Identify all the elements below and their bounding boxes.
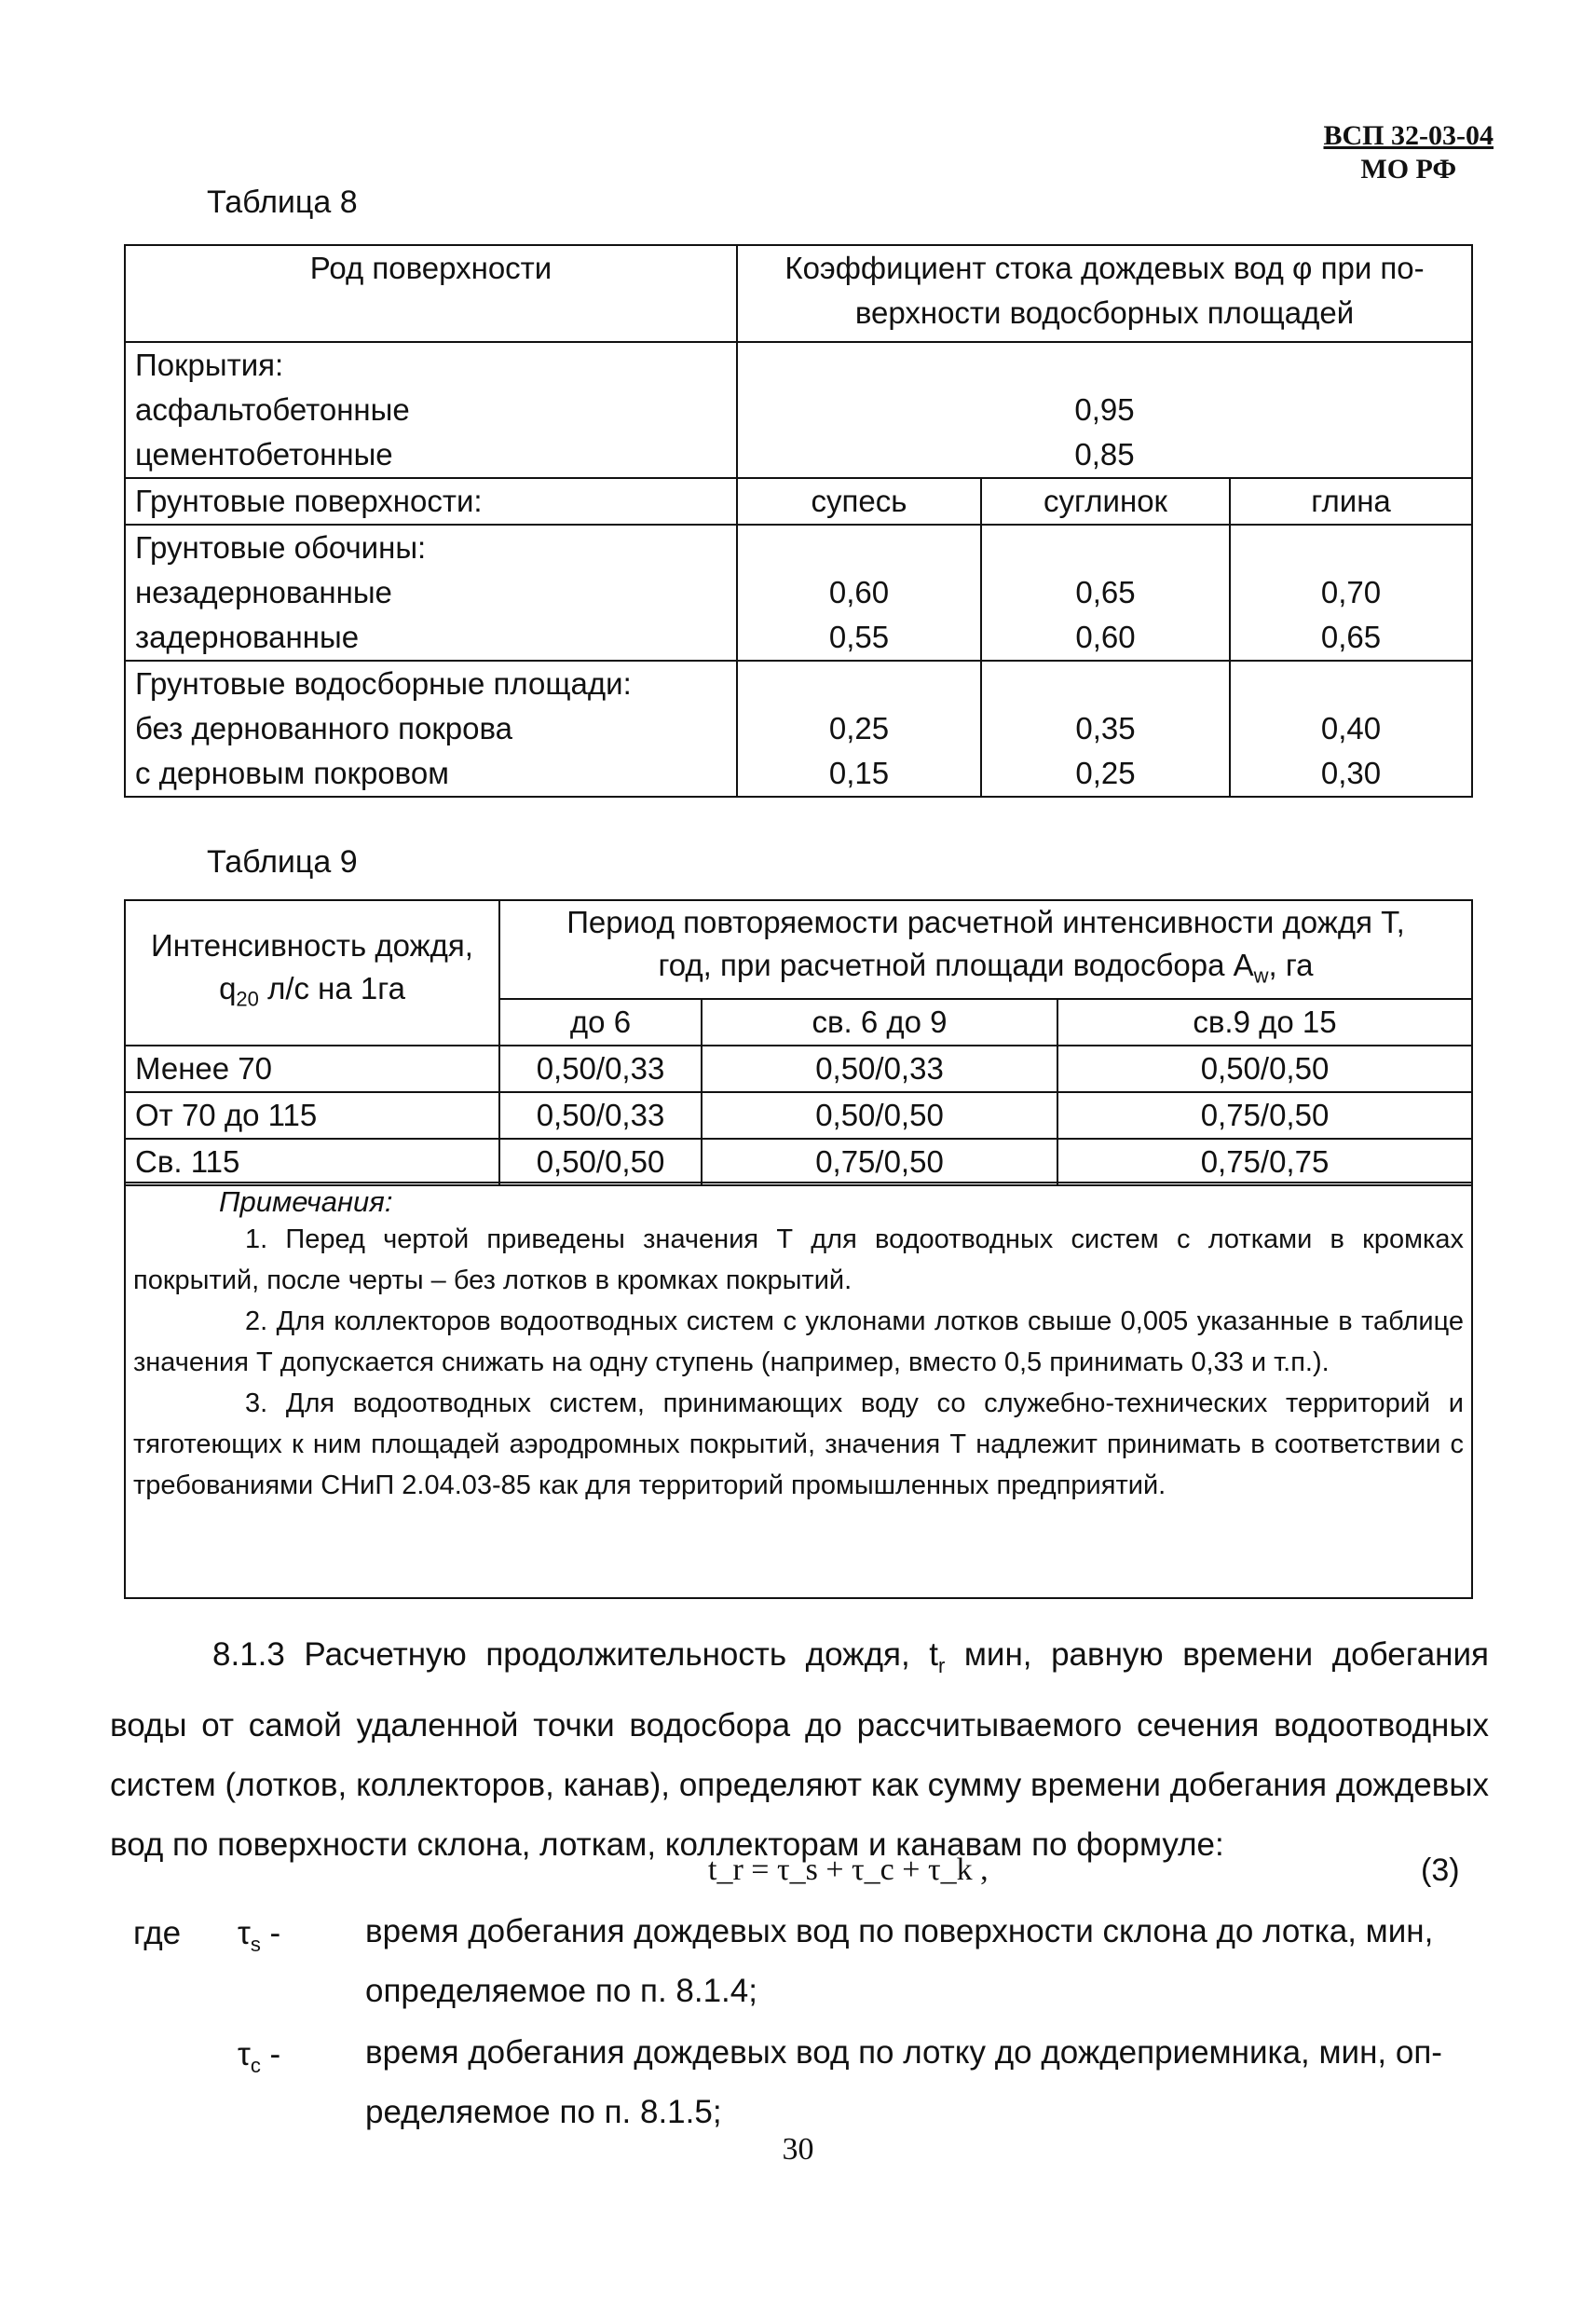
table-8 (124, 244, 1473, 798)
q-unit: л/с на 1га (258, 971, 405, 1005)
table-row (125, 1046, 1472, 1092)
table9-cell: 0,50/0,50 (499, 1139, 702, 1185)
tau-s-subscript: s (250, 1933, 261, 1956)
tau-s-definition (365, 1915, 1483, 2021)
tau-symbol: τ (238, 1915, 251, 1951)
table8-shoulders-r2: задернованные (135, 620, 360, 654)
dash: - (260, 1915, 281, 1951)
table8-head-surface: Род поверхности (125, 245, 737, 342)
table8-col-loam: суглинок (981, 478, 1230, 525)
tau-s-definition-line1: время добегания дождевых вод по поверхности склона до лотка, мин, (365, 1913, 1434, 1949)
table9-head-period-line1: Период повторяемости расчетной интенсивности дождя Т, (566, 905, 1405, 939)
table-row (125, 1139, 1472, 1185)
table9-cell: 0,75/0,75 (1057, 1139, 1472, 1185)
table8-coatings-cement: цементобетонные (135, 437, 393, 472)
table8-row-coatings (125, 342, 1472, 478)
symbol-tau-s (238, 1915, 280, 1957)
notes-title: Примечания: (219, 1185, 393, 1218)
table8-coatings-values (737, 342, 1472, 478)
table8-catch-col1 (737, 661, 981, 797)
table9-col-6to9: св. 6 до 9 (702, 999, 1057, 1046)
table8-cell: 0,70 (1320, 575, 1382, 609)
table8-header-row (125, 245, 1472, 342)
table9-header-row (125, 900, 1472, 999)
table8-catch-col3 (1230, 661, 1472, 797)
table8-cell: 0,35 (1075, 711, 1136, 745)
table8-head-coef-line2: верхности водосборных площадей (854, 295, 1355, 330)
table8-ground-title: Грунтовые поверхности: (125, 478, 737, 525)
doc-code-org: МО РФ (1360, 154, 1457, 185)
table9-col-upto6: до 6 (499, 999, 702, 1046)
table8-cell: 0,25 (1075, 756, 1136, 790)
table8-head-coef (737, 245, 1472, 342)
table9-cell: 0,75/0,50 (1057, 1092, 1472, 1139)
table8-caption: Таблица 8 (207, 185, 358, 220)
table9-head-intensity-line1: Интенсивность дождя, (151, 928, 473, 963)
tau-c-definition-line1: время добегания дождевых вод по лотку до дождеприемника, мин, оп- (365, 2034, 1442, 2071)
table8-catch-labels (125, 661, 737, 797)
table8-coatings-cement-value: 0,85 (1074, 437, 1135, 472)
table8-col-sandy-loam: супесь (737, 478, 981, 525)
where-label: где (133, 1915, 182, 1951)
table9-row-label: Св. 115 (125, 1139, 499, 1185)
table9-cell: 0,50/0,33 (702, 1046, 1057, 1092)
table8-catch-title: Грунтовые водосборные площади: (135, 666, 632, 701)
note-1: 1. Перед чертой приведены значения Т для водоотводных систем с лотками в кромках покрытий, после черты – без лотков в кромках покрытий. (133, 1224, 1464, 1295)
table8-row-ground (125, 478, 1472, 525)
table8-catch-r2: с дерновым покровом (135, 756, 449, 790)
table8-shoulders-title: Грунтовые обочины: (135, 530, 427, 565)
tau-s-definition-line2: определяемое по п. 8.1.4; (365, 1973, 757, 2009)
table8-shoulders-r1: незадернованные (135, 575, 392, 609)
table8-cell: 0,60 (1075, 620, 1136, 654)
table8-shoulders-col3 (1230, 525, 1472, 661)
table9-cell: 0,50/0,50 (1057, 1046, 1472, 1092)
table8-head-coef-line1: Коэффициент стока дождевых вод φ при по- (784, 251, 1425, 285)
table9-cell: 0,75/0,50 (702, 1139, 1057, 1185)
table9-cell: 0,50/0,33 (499, 1092, 702, 1139)
area-subscript: w (1253, 964, 1269, 988)
table8-catch-col2 (981, 661, 1230, 797)
table9-cell: 0,50/0,33 (499, 1046, 702, 1092)
table8-cell: 0,40 (1320, 711, 1382, 745)
symbol-tau-c (238, 2036, 280, 2078)
table8-cell: 0,25 (828, 711, 890, 745)
q-symbol: q (219, 971, 237, 1005)
table8-cell: 0,60 (828, 575, 890, 609)
tau-c-subscript: c (250, 2054, 261, 2077)
paragraph-8-1-3 (110, 1625, 1489, 1875)
table8-catch-r1: без дернованного покрова (135, 711, 513, 745)
table8-shoulders-col1 (737, 525, 981, 661)
table8-cell: 0,65 (1075, 575, 1136, 609)
tau-c-definition (365, 2036, 1483, 2142)
table8-coatings-labels (125, 342, 737, 478)
table9-head-intensity-line2 (135, 967, 489, 1021)
formula-3: t_r = τ_s + τ_c + τ_k , (708, 1853, 989, 1887)
para-text-end: мин, равную времени добегания воды от самой удаленной точки водосбора до рассчитываемого сечения водоотводных систем (лотков, коллекторов, канав), определяют как сумму времени добегания дождевых вод по поверхности склона, лоткам, коллекторам и канавам по формуле: (110, 1636, 1489, 1863)
page-number: 30 (782, 2132, 814, 2167)
table9-head-period-line2 (510, 944, 1462, 998)
table9-notes (124, 1182, 1473, 1599)
table8-shoulders-labels (125, 525, 737, 661)
table8-col-clay: глина (1230, 478, 1472, 525)
table8-row-catchment (125, 661, 1472, 797)
table8-coatings-title: Покрытия: (135, 348, 284, 382)
tau-symbol: τ (238, 2036, 251, 2072)
note-2: 2. Для коллекторов водоотводных систем с уклонами лотков свыше 0,005 указанные в таблице значения Т допускается снижать на одну ступень (например, вместо 0,5 принимать 0,33 и т.п.). (133, 1306, 1464, 1377)
table8-row-shoulders (125, 525, 1472, 661)
table-row (125, 1092, 1472, 1139)
area-unit: , га (1268, 948, 1314, 982)
table9-head-period (499, 900, 1472, 999)
table8-cell: 0,15 (828, 756, 890, 790)
table9-row-label: Менее 70 (125, 1046, 499, 1092)
table8-shoulders-col2 (981, 525, 1230, 661)
document-code (1324, 119, 1494, 186)
table9-head-intensity (125, 900, 499, 1046)
formula-number: (3) (1421, 1853, 1460, 1888)
doc-code-number: ВСП 32-03-04 (1323, 120, 1494, 151)
tau-c-definition-line2: ределяемое по п. 8.1.5; (365, 2094, 722, 2130)
table8-cell: 0,55 (828, 620, 890, 654)
table9-caption: Таблица 9 (207, 844, 358, 880)
para-subscript: r (937, 1654, 946, 1677)
para-text-start: 8.1.3 Расчетную продолжительность дождя, t (212, 1636, 938, 1673)
table9-cell: 0,50/0,50 (702, 1092, 1057, 1139)
table9-col-9to15: св.9 до 15 (1057, 999, 1472, 1046)
table-9 (124, 899, 1473, 1186)
note-3: 3. Для водоотводных систем, принимающих воду со служебно-технических территорий и тяготеющих к ним площадей аэродромных покрытий, значения Т надлежит принимать в соответствии с требованиями СНиП 2.04.03-85 как для территорий промышленных предприятий. (133, 1388, 1464, 1500)
table8-cell: 0,30 (1320, 756, 1382, 790)
period-text: год, при расчетной площади водосбора А (658, 948, 1254, 982)
q-subscript: 20 (236, 987, 259, 1011)
table9-row-label: От 70 до 115 (125, 1092, 499, 1139)
table8-coatings-asphalt-value: 0,95 (1074, 392, 1135, 427)
table8-cell: 0,65 (1320, 620, 1382, 654)
dash: - (260, 2036, 281, 2072)
table8-coatings-asphalt: асфальтобетонные (135, 392, 410, 427)
